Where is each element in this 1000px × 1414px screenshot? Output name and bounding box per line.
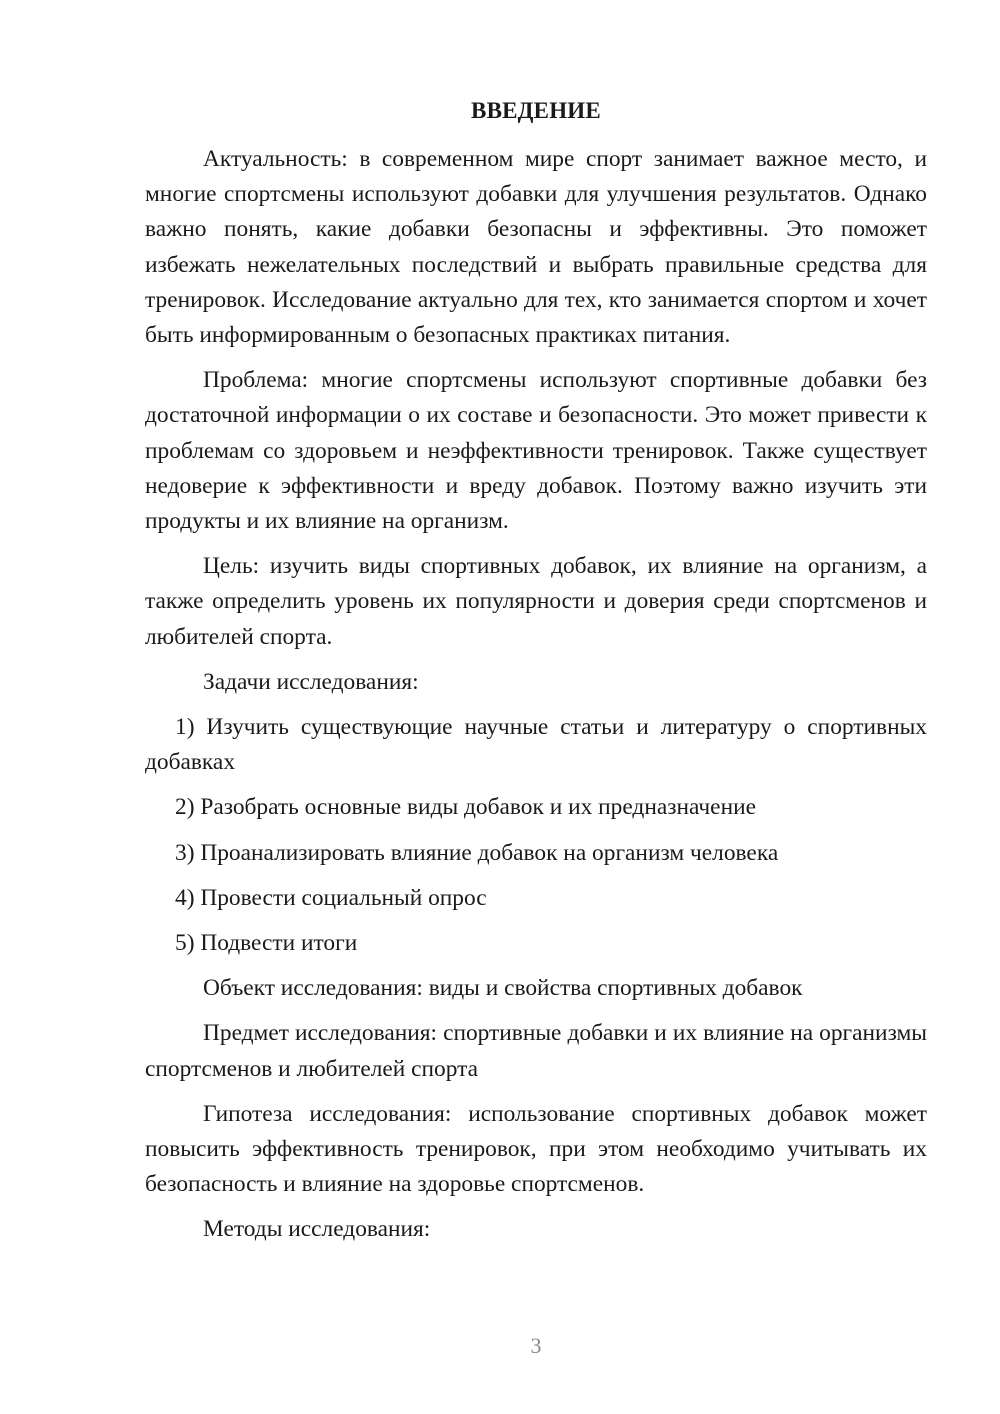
paragraph-tasks-heading: Задачи исследования:	[203, 668, 419, 695]
task-item-5: 5) Подвести итоги	[175, 930, 358, 957]
page-number: 3	[530, 1333, 542, 1358]
task-item-2: 2) Разобрать основные виды добавок и их предназначение	[175, 794, 756, 821]
document-body	[145, 142, 927, 1258]
task-item-4: 4) Провести социальный опрос	[175, 884, 487, 911]
paragraph-methods: Методы исследования:	[203, 1216, 431, 1243]
task-item-1: 1) Изучить существующие научные статьи и литературу о спортивных добавках	[145, 714, 927, 776]
paragraph-subject: Предмет исследования: спортивные добавки и их влияние на организмы спортсменов и любителей спорта	[145, 1020, 927, 1082]
page-heading: ВВЕДЕНИЕ	[471, 98, 601, 123]
paragraph-problem: Проблема: многие спортсмены используют спортивные добавки без достаточной информации о их составе и безопасности. Это может привести к проблемам со здоровьем и неэффективности тренировок. Также существует недоверие к эффективности и вреду добавок. Поэтому важно изучить эти продукты и их влияние на организм.	[145, 367, 927, 535]
task-item-3: 3) Проанализировать влияние добавок на организм человека	[175, 839, 779, 866]
paragraph-hypothesis: Гипотеза исследования: использование спортивных добавок может повысить эффективность тренировок, при этом необходимо учитывать их безопасность и влияние на здоровье спортсменов.	[145, 1100, 927, 1198]
paragraph-relevance: Актуальность: в современном мире спорт занимает важное место, и многие спортсмены используют добавки для улучшения результатов. Однако важно понять, какие добавки безопасны и эффективны. Это поможет избежать нежелательных последствий и выбрать правильные средства для тренировок. Исследование актуально для тех, кто занимается спортом и хочет быть информированным о безопасных практиках питания.	[145, 146, 927, 349]
paragraph-goal: Цель: изучить виды спортивных добавок, их влияние на организм, а также определить уровень их популярности и доверия среди спортсменов и любителей спорта.	[145, 553, 927, 650]
paragraph-object: Объект исследования: виды и свойства спортивных добавок	[203, 975, 803, 1002]
